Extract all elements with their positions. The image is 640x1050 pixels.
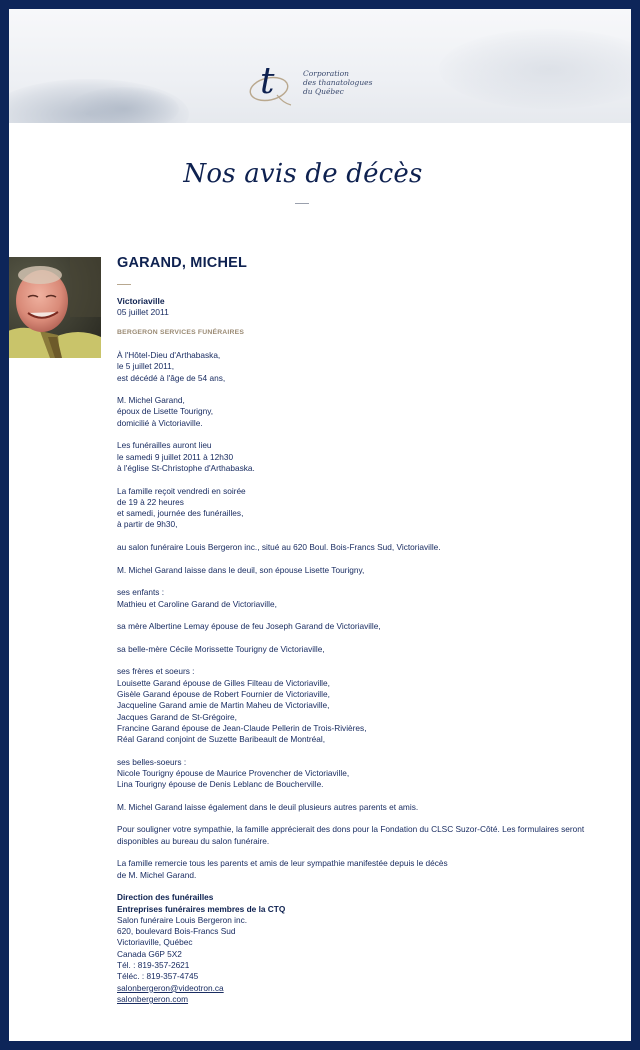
paragraph: À l'Hôtel-Dieu d'Arthabaska, le 5 juillet 2011, est décédé à l'âge de 54 ans,	[117, 350, 226, 383]
funeral-direction	[117, 892, 617, 1005]
direction-line: Victoriaville, Québec	[117, 937, 193, 948]
phone-line: Tél. : 819-357-2621	[117, 960, 190, 971]
paragraph: ses frères et soeurs : Louisette Garand épouse de Gilles Filteau de Victoriaville, Gisèle Garand épouse de Robert Fournier de Victoriaville, Jacqueline Garand amie de Martin Maheu de Victoriaville, Jacques Garand de St-Grégoire, Francine Garand épouse de Jean-Claude Pellerin de Trois-Rivières, Réal Garand conjoint de Suzette Baribeault de Montréal,	[117, 666, 367, 745]
obituary-text	[117, 350, 617, 1005]
paragraph: sa belle-mère Cécile Morissette Tourigny de Victoriaville,	[117, 643, 325, 654]
paragraph: Pour souligner votre sympathie, la famille apprécierait des dons pour la Fondation du CLSC Suzor-Côté. Les formulaires seront disponibles au bureau du salon funéraire.	[117, 824, 585, 846]
paragraph: sa mère Albertine Lemay épouse de feu Joseph Garand de Victoriaville,	[117, 621, 381, 632]
deceased-name: GARAND, MICHEL	[117, 255, 248, 271]
death-date: 05 juillet 2011	[117, 307, 169, 317]
direction-line: Salon funéraire Louis Bergeron inc.	[117, 914, 248, 925]
logo-text: Corporation des thanatologues du Québec	[303, 69, 373, 96]
fax-line: Téléc. : 819-357-4745	[117, 971, 199, 982]
paragraph: M. Michel Garand, époux de Lisette Tourigny, domicilié à Victoriaville.	[117, 395, 214, 428]
header-banner	[9, 9, 631, 123]
ctq-logo[interactable]	[247, 55, 397, 115]
name-divider	[117, 284, 131, 285]
direction-line: Canada G6P 5X2	[117, 948, 182, 959]
page-title: Nos avis de décès	[183, 159, 423, 189]
obituary-content	[117, 255, 617, 1005]
funeral-company[interactable]: BERGERON SERVICES FUNÉRAIRES	[117, 329, 245, 336]
direction-subheading: Entreprises funéraires membres de la CTQ	[117, 903, 286, 914]
paragraph: M. Michel Garand laisse dans le deuil, son épouse Lisette Tourigny,	[117, 564, 365, 575]
direction-line: 620, boulevard Bois-Francs Sud	[117, 926, 236, 937]
paragraph: La famille reçoit vendredi en soirée de 19 à 22 heures et samedi, journée des funérailles, à partir de 9h30,	[117, 485, 246, 530]
title-divider	[295, 203, 309, 204]
city: Victoriaville	[117, 296, 165, 306]
ctq-logo-icon	[247, 55, 297, 107]
logo-letter: t	[260, 61, 275, 102]
deceased-photo	[9, 257, 101, 358]
email-link[interactable]: salonbergeron@videotron.ca	[117, 982, 224, 993]
website-link[interactable]: salonbergeron.com	[117, 993, 189, 1004]
paragraph: Les funérailles auront lieu le samedi 9 juillet 2011 à 12h30 à l'église St-Christophe d'Arthabaska.	[117, 440, 255, 473]
direction-heading: Direction des funérailles	[117, 892, 214, 903]
paragraph: La famille remercie tous les parents et amis de leur sympathie manifestée depuis le décès de M. Michel Garand.	[117, 858, 448, 880]
paragraph: ses enfants : Mathieu et Caroline Garand de Victoriaville,	[117, 587, 277, 609]
paragraph: au salon funéraire Louis Bergeron inc., situé au 620 Boul. Bois-Francs Sud, Victoriaville.	[117, 542, 441, 553]
paragraph: ses belles-soeurs : Nicole Tourigny épouse de Maurice Provencher de Victoriaville, Lina Tourigny épouse de Denis Leblanc de Boucherville.	[117, 756, 350, 790]
paragraph: M. Michel Garand laisse également dans le deuil plusieurs autres parents et amis.	[117, 801, 419, 812]
page-frame	[9, 9, 631, 1041]
